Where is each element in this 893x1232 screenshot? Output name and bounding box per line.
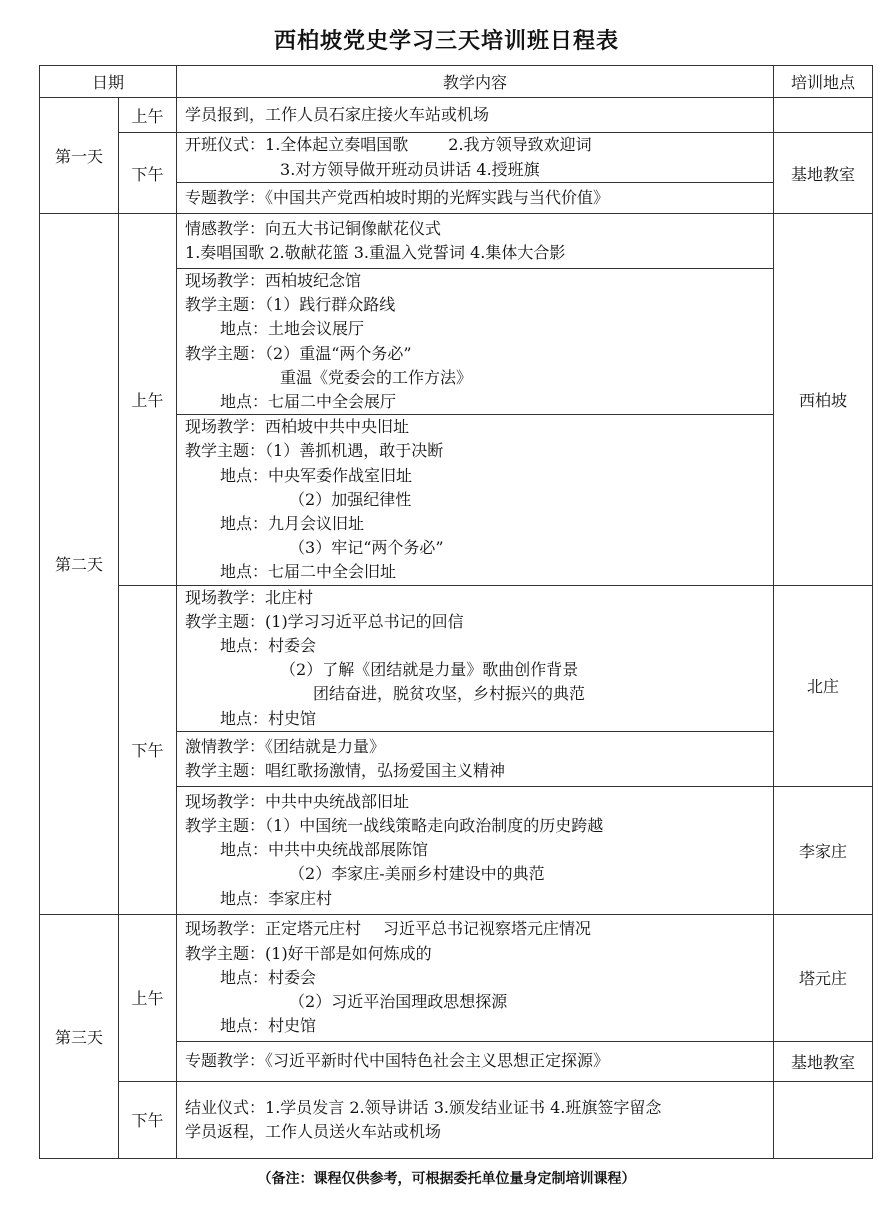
content-line: 教学主题：（1）中国统一战线策略走向政治制度的历史跨越 — [185, 816, 604, 836]
location-cell: 基地教室 — [774, 133, 873, 214]
content-line: 1.奏唱国歌 2.敬献花篮 3.重温入党誓词 4.集体大合影 — [185, 243, 566, 262]
content-line: 教学主题：（1）践行群众路线 — [185, 295, 396, 315]
content-line: 结业仪式：1.学员发言 2.领导讲话 3.颁发结业证书 4.班旗签字留念 — [185, 1097, 662, 1117]
content-line: 教学主题：(1)好干部是如何炼成的 — [185, 943, 432, 963]
table-row — [40, 214, 873, 269]
location-cell — [774, 98, 873, 133]
session-cell — [177, 1041, 774, 1081]
location-cell — [774, 1081, 873, 1158]
content-line: 现场教学：中共中央统战部旧址 — [185, 791, 410, 811]
content-line: 地点：村委会 — [220, 967, 317, 987]
content-line: 教学主题：（1）善抓机遇，敢于决断 — [185, 441, 444, 461]
content-line — [185, 133, 773, 157]
content-line: （3）牢记“两个务必” — [289, 538, 444, 558]
header-location: 培训地点 — [774, 66, 873, 98]
half-label: 下午 — [119, 1081, 177, 1158]
content-line: （2）加强纪律性 — [289, 489, 412, 509]
content-line: 团结奋进，脱贫攻坚，乡村振兴的典范 — [313, 684, 586, 704]
content-line: 地点：七届二中全会旧址 — [220, 562, 397, 582]
header-date: 日期 — [40, 66, 177, 98]
schedule-table — [39, 65, 873, 1159]
content-line: 现场教学：西柏坡中共中央旧址 — [185, 417, 410, 437]
session-cell — [177, 585, 774, 731]
table-row — [40, 98, 873, 133]
content-line: （2）了解《团结就是力量》歌曲创作背景 — [280, 660, 579, 680]
content-line: 地点：九月会议旧址 — [220, 514, 365, 534]
location-cell: 北庄 — [774, 585, 873, 786]
session-cell — [177, 1081, 774, 1158]
day-label: 第三天 — [40, 914, 119, 1158]
content-text: 现场教学：正定塔元庄村 — [185, 919, 362, 939]
content-line: 教学主题：(1)学习习近平总书记的回信 — [185, 611, 464, 631]
content-line: 教学主题：唱红歌扬激情，弘扬爱国主义精神 — [185, 760, 506, 780]
table-row — [40, 585, 873, 731]
session-cell — [177, 914, 774, 1041]
day-label: 第二天 — [40, 214, 119, 915]
content-text: 开班仪式：1.全体起立奏唱国歌 — [185, 135, 409, 155]
content-line: 学员返程，工作人员送火车站或机场 — [185, 1121, 442, 1141]
content-line — [185, 917, 773, 941]
page-title: 西柏坡党史学习三天培训班日程表 — [273, 29, 619, 54]
content-line: 情感教学：向五大书记铜像献花仪式 — [185, 218, 442, 238]
content-line: 重温《党委会的工作方法》 — [280, 367, 473, 387]
half-label: 上午 — [119, 914, 177, 1081]
session-cell — [177, 98, 774, 133]
content-text: 习近平总书记视察塔元庄情况 — [383, 919, 592, 939]
content-line: 学员报到，工作人员石家庄接火车站或机场 — [185, 104, 490, 124]
content-line: 地点：村史馆 — [220, 1016, 317, 1036]
table-row — [40, 133, 873, 183]
content-line: 地点：村委会 — [220, 636, 317, 656]
content-line: 教学主题：（2）重温“两个务必” — [185, 343, 412, 363]
footnote: （备注：课程仅供参考，可根据委托单位量身定制培训课程） — [257, 1171, 636, 1187]
half-label: 上午 — [119, 214, 177, 586]
content-line: 专题教学：《习近平新时代中国特色社会主义思想正定探源》 — [185, 1051, 610, 1071]
content-line: 地点：中央军委作战室旧址 — [220, 465, 413, 485]
header-content: 教学内容 — [177, 66, 774, 98]
content-line: 专题教学：《中国共产党西柏坡时期的光辉实践与当代价值》 — [185, 187, 610, 207]
content-line: 激情教学：《团结就是力量》 — [185, 736, 386, 756]
session-cell — [177, 731, 774, 786]
content-line — [185, 158, 773, 182]
content-line: 地点：村史馆 — [220, 708, 317, 728]
session-cell — [177, 786, 774, 914]
table-row — [40, 914, 873, 1041]
session-cell — [177, 415, 774, 585]
session-cell — [177, 183, 774, 214]
content-line: 地点：土地会议展厅 — [220, 319, 365, 339]
table-row — [40, 1081, 873, 1158]
location-cell: 塔元庄 — [774, 914, 873, 1041]
content-line: 现场教学：西柏坡纪念馆 — [185, 271, 362, 290]
content-text: 3.对方领导做开班动员讲话 — [280, 159, 472, 179]
half-label: 下午 — [119, 133, 177, 214]
content-line: 地点：李家庄村 — [220, 888, 333, 908]
day-label: 第一天 — [40, 98, 119, 214]
location-cell: 李家庄 — [774, 786, 873, 914]
content-text: 4.授班旗 — [476, 159, 540, 179]
content-line: （2）习近平治国理政思想探源 — [289, 991, 508, 1011]
location-cell: 西柏坡 — [774, 214, 873, 586]
location-cell: 基地教室 — [774, 1041, 873, 1081]
content-line: 地点：七届二中全会展厅 — [220, 392, 397, 412]
content-line: （2）李家庄-美丽乡村建设中的典范 — [289, 864, 545, 884]
content-text: 2.我方领导致欢迎词 — [448, 135, 592, 155]
half-label: 下午 — [119, 585, 177, 914]
header-row — [40, 66, 873, 98]
session-cell — [177, 269, 774, 415]
half-label: 上午 — [119, 98, 177, 133]
content-line: 现场教学：北庄村 — [185, 587, 314, 607]
session-cell — [177, 214, 774, 269]
session-cell — [177, 133, 774, 183]
content-line: 地点：中共中央统战部展陈馆 — [220, 840, 429, 860]
